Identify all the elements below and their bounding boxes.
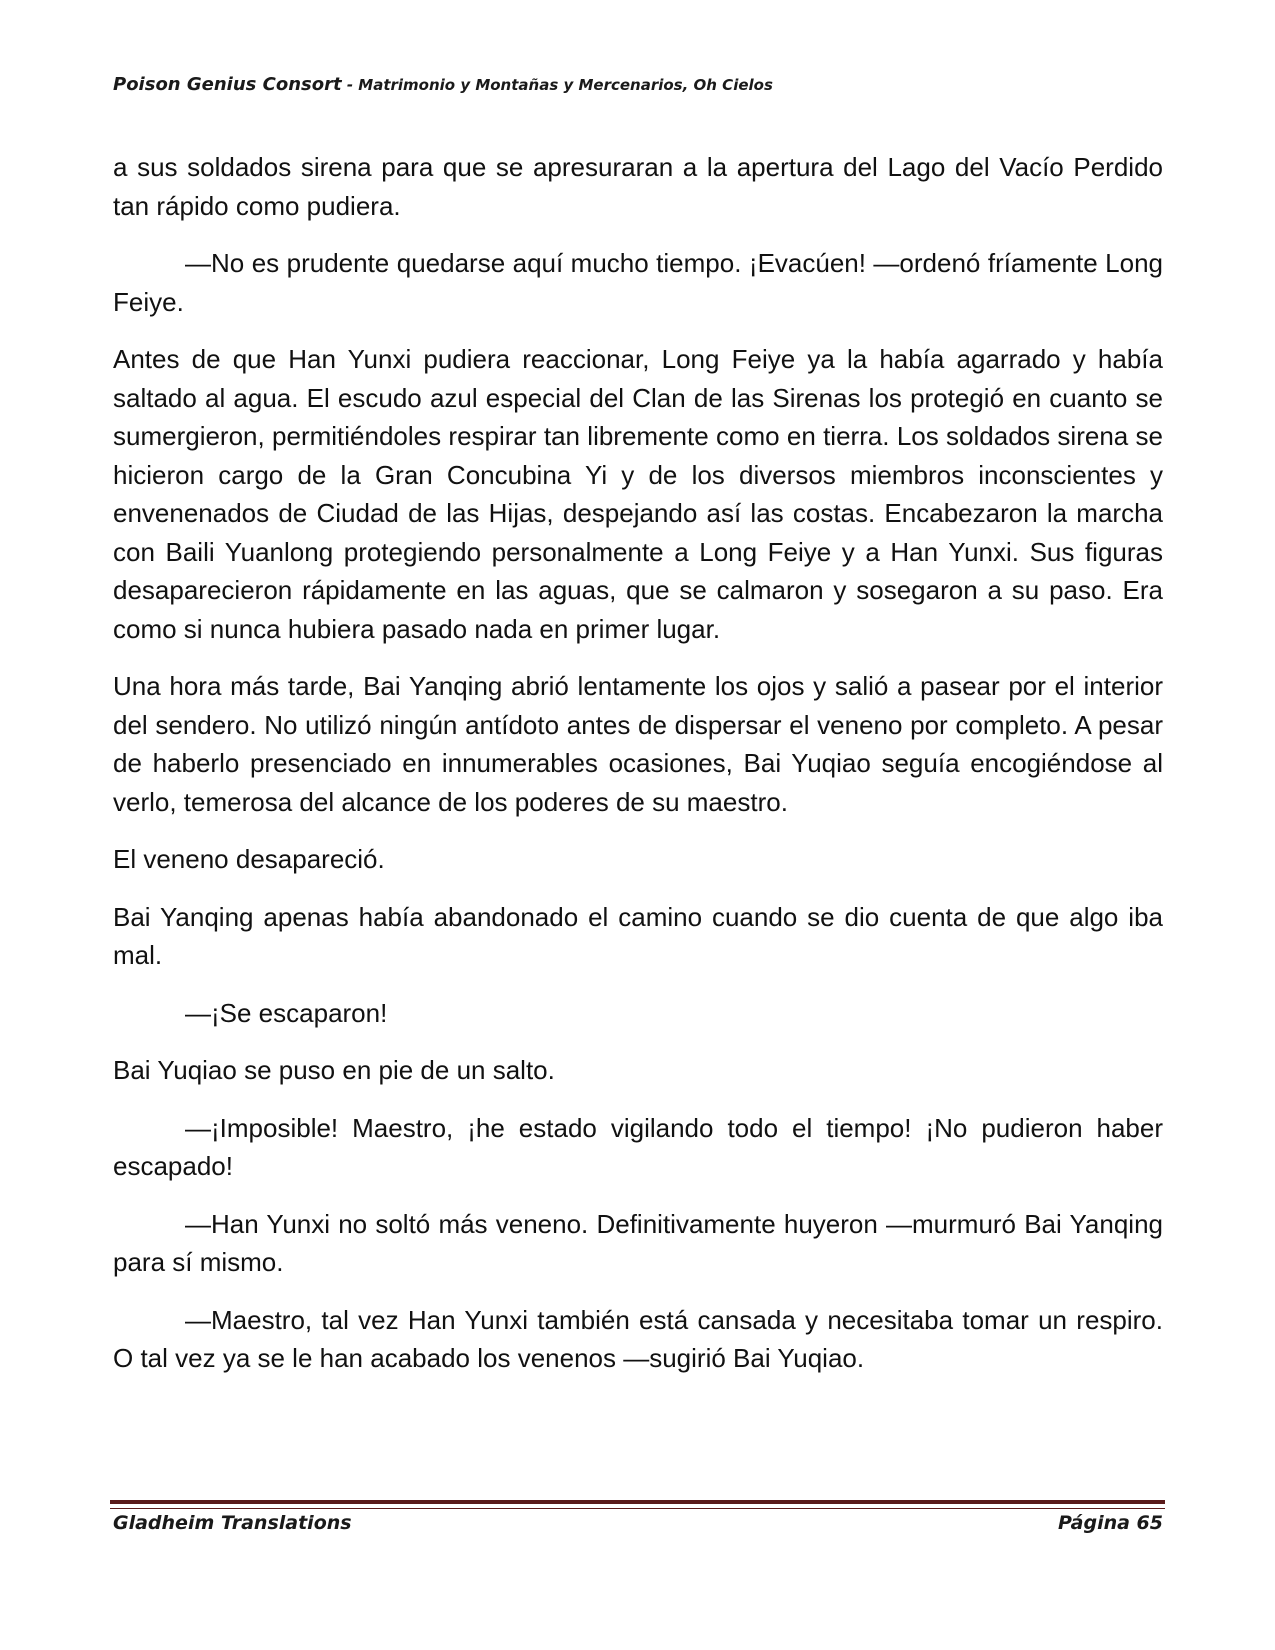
paragraph-1: a sus soldados sirena para que se apresuraran a la apertura del Lago del Vacío Perdido tan rápido como pudiera.	[113, 152, 1163, 221]
paragraph-5: El veneno desapareció.	[113, 844, 385, 874]
footer-divider-thin	[110, 1508, 1165, 1509]
body-text	[113, 148, 1163, 1397]
header-separator: -	[341, 76, 359, 94]
paragraph-2: —No es prudente quedarse aquí mucho tiempo. ¡Evacúen! —ordenó fríamente Long Feiye.	[113, 248, 1163, 317]
paragraph-6: Bai Yanqing apenas había abandonado el camino cuando se dio cuenta de que algo iba mal.	[113, 901, 1163, 970]
paragraph-8: Bai Yuqiao se puso en pie de un salto.	[113, 1055, 555, 1085]
page-number: Página 65	[1057, 1512, 1163, 1534]
page-header	[113, 74, 773, 95]
paragraph-11: —Maestro, tal vez Han Yunxi también está cansada y necesitaba tomar un respiro. O tal vez ya se le han acabado los venenos —sugirió Bai Yuqiao.	[113, 1304, 1163, 1373]
book-title: Poison Genius Consort	[113, 74, 342, 95]
paragraph-3: Antes de que Han Yunxi pudiera reaccionar, Long Feiye ya la había agarrado y había saltado al agua. El escudo azul especial del Clan de las Sirenas los protegió en cuanto se sumergieron, permitiéndoles respirar tan libremente como en tierra. Los soldados sirena se hicieron cargo de la Gran Concubina Yi y de los diversos miembros inconscientes y envenenados de Ciudad de las Hijas, despejando así las costas. Encabezaron la marcha con Baili Yuanlong protegiendo personalmente a Long Feiye y a Han Yunxi. Sus figuras desaparecieron rápidamente en las aguas, que se calmaron y sosegaron a su paso. Era como si nunca hubiera pasado nada en primer lugar.	[113, 344, 1163, 644]
footer-publisher: Gladheim Translations	[113, 1512, 352, 1534]
footer-divider	[110, 1500, 1165, 1504]
paragraph-7: —¡Se escaparon!	[185, 997, 388, 1028]
paragraph-10: —Han Yunxi no soltó más veneno. Definitivamente huyeron —murmuró Bai Yanqing para sí mismo.	[113, 1208, 1163, 1277]
chapter-title: Matrimonio y Montañas y Mercenarios, Oh Cielos	[358, 76, 773, 94]
paragraph-4: Una hora más tarde, Bai Yanqing abrió lentamente los ojos y salió a pasear por el interior del sendero. No utilizó ningún antídoto antes de dispersar el veneno por completo. A pesar de haberlo presenciado en innumerables ocasiones, Bai Yuqiao seguía encogiéndose al verlo, temerosa del alcance de los poderes de su maestro.	[113, 671, 1163, 817]
paragraph-9: —¡Imposible! Maestro, ¡he estado vigilando todo el tiempo! ¡No pudieron haber escapado!	[113, 1112, 1163, 1181]
